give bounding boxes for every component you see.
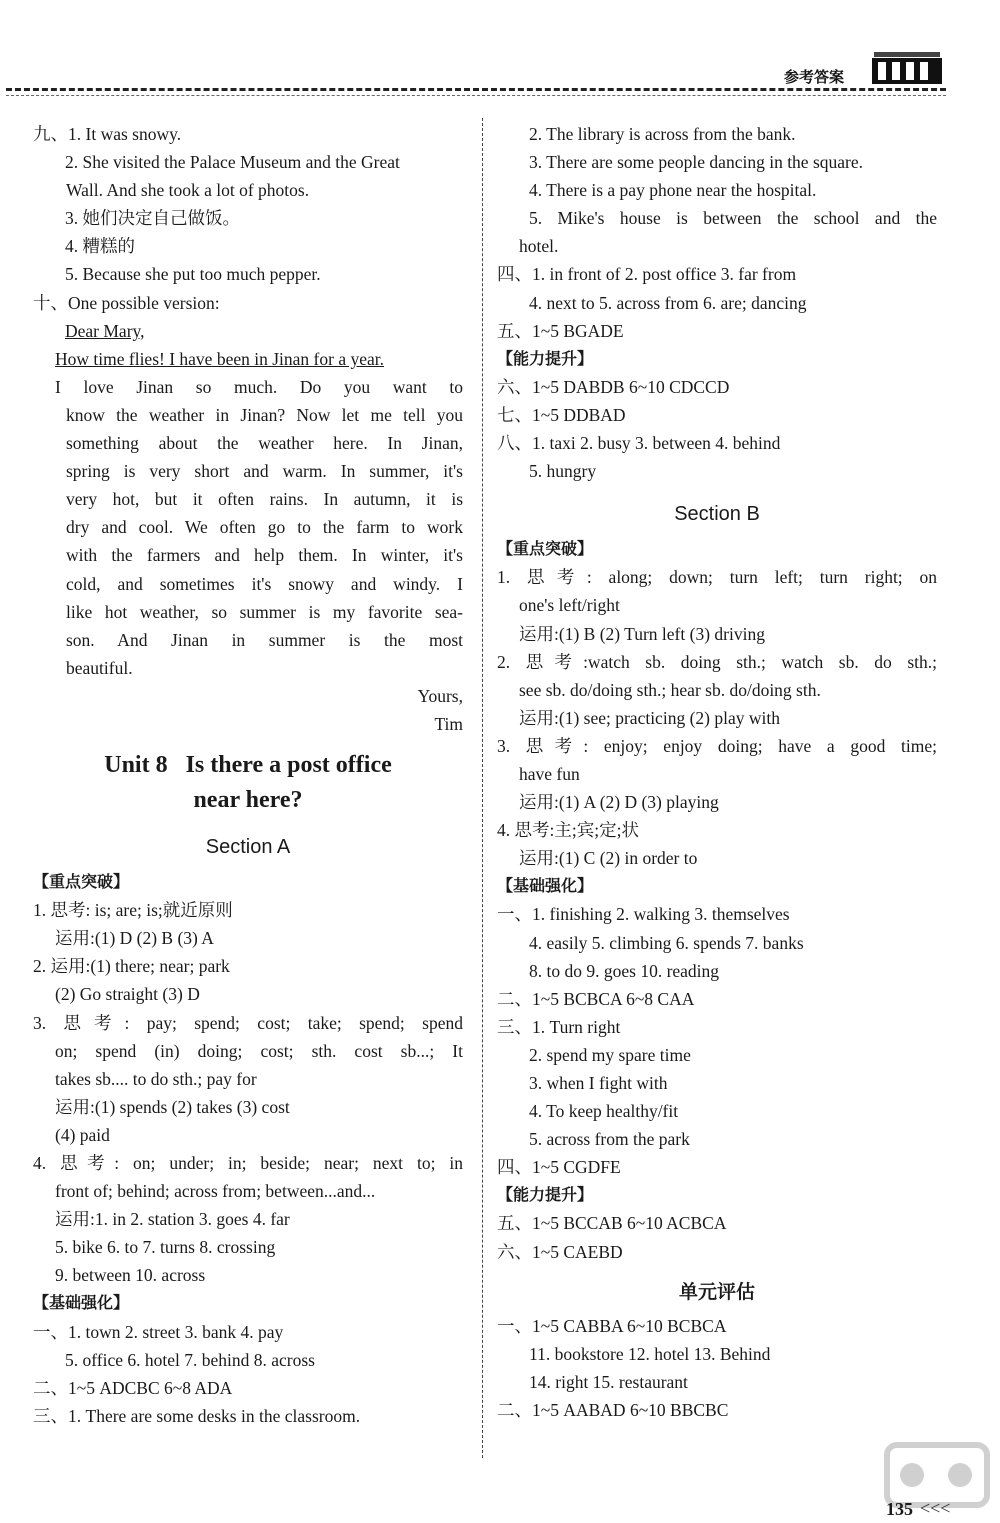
unit-title-line-1: Unit 8 Is there a post office [104,752,392,779]
answer-line: 4. 思考:主;宾;定;状 [497,820,639,841]
answer-line: have fun [519,763,580,784]
answer-line: 3. 思考: enjoy; enjoy doing; have a good time; [497,735,937,756]
answer-line: know the weather in Jinan? Now let me tell you [66,404,463,425]
answer-line: one's left/right [519,595,620,616]
answer-line: 4. next to 5. across from 6. are; dancing [529,292,807,313]
answer-line: (4) paid [55,1124,110,1145]
answer-line: 四、1. in front of 2. post office 3. far from [497,264,797,285]
right-answer-block-4 [497,1209,937,1265]
right-answer-block-3 [497,900,937,1181]
answer-line: 4. 思考: on; under; in; beside; near; next to; in [33,1153,463,1173]
left-answer-block-3 [33,1318,463,1430]
answer-line: 2. 思考:watch sb. doing sth.; watch sb. do sth.; [497,651,937,672]
answer-line: 运用:(1) B (2) Turn left (3) driving [519,623,765,644]
answer-line: How time flies! I have been in Jinan for a year. [55,348,384,369]
header-rule [6,88,946,91]
key-points-heading-b: 【重点突破】 [497,539,594,559]
answer-line: 运用:(1) C (2) in order to [519,848,698,869]
answer-line: 4. To keep healthy/fit [529,1101,679,1122]
answer-line: something about the weather here. In Jinan, [66,433,463,454]
answer-line: spring is very short and warm. In summer, it's [66,461,463,482]
answer-line: 1. 思考: along; down; turn left; turn right; on [497,567,937,588]
answer-line: I love Jinan so much. Do you want to [55,376,463,397]
answer-line: 运用:(1) D (2) B (3) A [55,928,214,949]
answer-line: 2. She visited the Palace Museum and the Great [65,152,400,173]
answer-line: 六、1~5 DABDB 6~10 CDCCD [497,376,730,397]
answer-line: 九、1. It was snowy. [33,124,182,144]
answer-line: 5. bike 6. to 7. turns 8. crossing [55,1237,276,1258]
section-a-title: Section A [205,836,291,859]
answer-line: 一、1. town 2. street 3. bank 4. pay [33,1321,284,1342]
page-number: 135 [886,1499,913,1519]
answer-line: 四、1~5 CGDFE [497,1157,621,1178]
answer-line: with the farmers and help them. In winter, it's [66,545,463,566]
answer-line: (2) Go straight (3) D [55,984,200,1005]
answer-line: 六、1~5 CAEBD [497,1241,623,1262]
unit-title-line-2: near here? [193,787,303,814]
answer-line: 9. between 10. across [55,1265,206,1286]
answer-line: 运用:(1) spends (2) takes (3) cost [55,1096,290,1117]
answer-line: 5. across from the park [529,1129,690,1150]
page-arrows: <<< [920,1498,951,1518]
section-b-title: Section B [674,503,760,526]
answer-line: 一、1~5 CABBA 6~10 BCBCA [497,1315,727,1336]
answer-line: 三、1. Turn right [497,1016,621,1037]
right-answer-block-5 [497,1312,937,1424]
right-answer-block-1 [497,120,937,485]
answer-line: on; spend (in) doing; cost; sth. cost sb...; It [55,1040,463,1061]
header-label: 参考答案 [784,68,845,86]
left-answer-block-1 [33,120,463,738]
answer-line: cold, and sometimes it's snowy and windy. I [66,573,463,594]
header-rule-thin [6,95,946,96]
answer-line: 4. easily 5. climbing 6. spends 7. banks [529,932,804,953]
answer-line: 二、1~5 AABAD 6~10 BBCBC [497,1399,729,1420]
answer-line: 三、1. There are some desks in the classroom. [33,1405,361,1426]
answer-line: 2. spend my spare time [529,1044,691,1065]
answer-line: front of; behind; across from; between...and... [55,1181,376,1202]
unit-title [33,748,463,818]
answer-line: hotel. [519,236,559,257]
page-header [0,0,1000,100]
answer-line: 5. Because she put too much pepper. [65,264,321,285]
answer-line: 运用:(1) A (2) D (3) playing [519,792,719,813]
answer-line: see sb. do/doing sth.; hear sb. do/doing sth. [519,679,821,700]
basic-heading-b: 【基础强化】 [497,876,594,896]
unit-evaluation-title: 单元评估 [678,1280,755,1303]
answer-line: 4. 糟糕的 [65,236,135,257]
answer-line: 11. bookstore 12. hotel 13. Behind [529,1343,771,1364]
basic-heading: 【基础强化】 [33,1293,130,1313]
left-column [33,120,463,1430]
key-points-heading: 【重点突破】 [33,872,130,892]
left-answer-block-2 [33,896,463,1289]
right-answer-block-2 [497,563,937,872]
answer-line: 五、1~5 BGADE [497,320,624,341]
answer-line: 5. Mike's house is between the school and the [529,208,937,229]
answer-line: dry and cool. We often go to the farm to work [66,517,463,538]
answer-line: like hot weather, so summer is my favorite sea- [66,601,463,622]
answer-line: 运用:(1) see; practicing (2) play with [519,707,780,728]
answer-line: 一、1. finishing 2. walking 3. themselves [497,904,790,925]
answer-line: 8. to do 9. goes 10. reading [529,960,720,981]
answer-line: 七、1~5 DDBAD [497,404,626,425]
answer-line: 【能力提升】 [497,348,594,368]
column-divider [482,118,483,1458]
answer-line: 4. There is a pay phone near the hospital. [529,180,817,201]
answer-line: 3. 思考: pay; spend; cost; take; spend; spend [33,1012,463,1033]
ability-heading-b: 【能力提升】 [497,1185,594,1205]
answer-line: 1. 思考: is; are; is;就近原则 [33,900,233,921]
answer-line: son. And Jinan in summer is the most [66,629,463,650]
answer-line: 5. hungry [529,461,597,482]
answer-line: 5. office 6. hotel 7. behind 8. across [65,1349,315,1370]
answer-line: Dear Mary, [65,320,145,341]
answer-line: 2. The library is across from the bank. [529,124,796,144]
answer-line: 五、1~5 BCCAB 6~10 ACBCA [497,1213,727,1234]
answer-line: 3. There are some people dancing in the square. [529,152,863,173]
answer-line: 运用:1. in 2. station 3. goes 4. far [55,1209,290,1230]
answer-line: very hot, but it often rains. In autumn, it is [66,489,463,510]
answer-line: beautiful. [66,657,133,678]
answer-line: Yours, [417,685,463,706]
answer-line: Tim [434,713,463,734]
answer-line: 2. 运用:(1) there; near; park [33,956,230,977]
answer-line: 3. 她们决定自己做饭。 [65,208,240,229]
book-logo-icon [870,52,946,86]
answer-line: 14. right 15. restaurant [529,1371,688,1392]
answer-line: Wall. And she took a lot of photos. [66,180,310,201]
answer-line: 3. when I fight with [529,1073,668,1093]
answer-line: 十、One possible version: [33,292,220,313]
right-column [497,120,937,1424]
answer-line: 八、1. taxi 2. busy 3. between 4. behind [497,433,781,454]
answer-line: 二、1~5 ADCBC 6~8 ADA [33,1377,233,1398]
answer-line: takes sb.... to do sth.; pay for [55,1068,257,1089]
answer-line: 二、1~5 BCBCA 6~8 CAA [497,988,695,1009]
